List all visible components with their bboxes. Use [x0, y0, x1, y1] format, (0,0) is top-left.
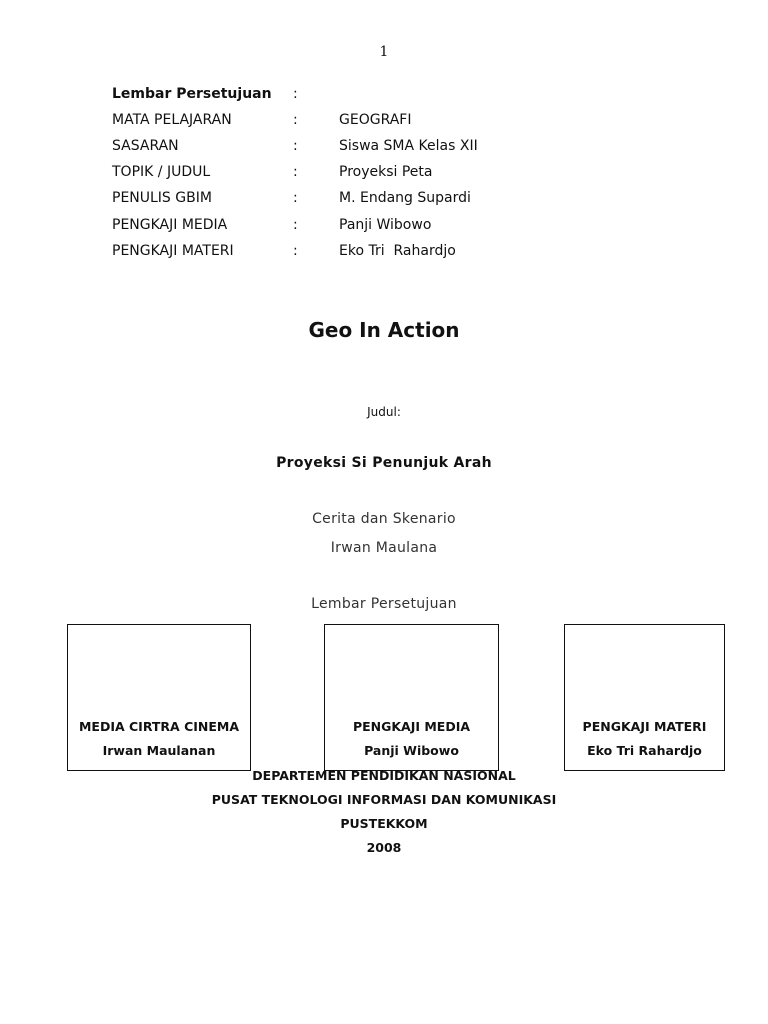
- footer-line-1: DEPARTEMEN PENDIDIKAN NASIONAL: [252, 768, 516, 783]
- persetujuan-label: Lembar Persetujuan: [311, 596, 457, 612]
- approval-name: Panji Wibowo: [364, 743, 459, 758]
- approval-role: PENGKAJI MEDIA: [352, 719, 471, 734]
- metadata-label: PENGKAJI MEDIA: [112, 217, 228, 233]
- metadata-colon: :: [293, 164, 298, 180]
- metadata-row-topik: [112, 164, 672, 190]
- metadata-header-row: [112, 86, 672, 112]
- metadata-label: PENULIS GBIM: [112, 190, 212, 206]
- footer-line-3: PUSTEKKOM: [340, 816, 428, 831]
- metadata-value: GEOGRAFI: [339, 112, 412, 128]
- metadata-row-sasaran: [112, 138, 672, 164]
- metadata-row-mata-pelajaran: [112, 112, 672, 138]
- approval-box-pengkaji-materi: [564, 624, 725, 771]
- metadata-colon: :: [293, 217, 298, 233]
- metadata-colon: :: [293, 112, 298, 128]
- document-title: Geo In Action: [308, 318, 460, 342]
- metadata-colon: :: [293, 138, 298, 154]
- metadata-label: MATA PELAJARAN: [112, 112, 232, 128]
- metadata-header-label: Lembar Persetujuan: [112, 86, 272, 102]
- metadata-value: M. Endang Supardi: [339, 190, 471, 206]
- cerita-author: Irwan Maulana: [330, 540, 438, 556]
- footer-line-2: PUSAT TEKNOLOGI INFORMASI DAN KOMUNIKASI: [211, 792, 557, 807]
- metadata-colon: :: [293, 190, 298, 206]
- approval-role: MEDIA CIRTRA CINEMA: [78, 719, 240, 734]
- metadata-value: Eko Tri Rahardjo: [339, 243, 456, 259]
- metadata-colon: :: [293, 243, 298, 259]
- metadata-header-colon: :: [293, 86, 298, 102]
- metadata-value: Proyeksi Peta: [339, 164, 433, 180]
- metadata-row-pengkaji-media: [112, 217, 672, 243]
- metadata-row-pengkaji-materi: [112, 243, 672, 269]
- metadata-label: TOPIK / JUDUL: [112, 164, 211, 180]
- footer-year: 2008: [366, 840, 402, 855]
- cerita-label: Cerita dan Skenario: [312, 511, 456, 527]
- approval-box-media-cirtra: [67, 624, 251, 771]
- approval-name: Eko Tri Rahardjo: [587, 743, 702, 758]
- approval-name: Irwan Maulanan: [102, 743, 216, 758]
- metadata-value: Panji Wibowo: [339, 217, 432, 233]
- judul-text: Proyeksi Si Penunjuk Arah: [276, 455, 492, 471]
- page-number: 1: [379, 44, 389, 60]
- metadata-label: PENGKAJI MATERI: [112, 243, 234, 259]
- judul-label: Judul:: [367, 405, 401, 419]
- metadata-label: SASARAN: [112, 138, 179, 154]
- metadata-row-penulis: [112, 190, 672, 216]
- metadata-value: Siswa SMA Kelas XII: [339, 138, 478, 154]
- approval-role: PENGKAJI MATERI: [582, 719, 707, 734]
- approval-box-pengkaji-media: [324, 624, 499, 771]
